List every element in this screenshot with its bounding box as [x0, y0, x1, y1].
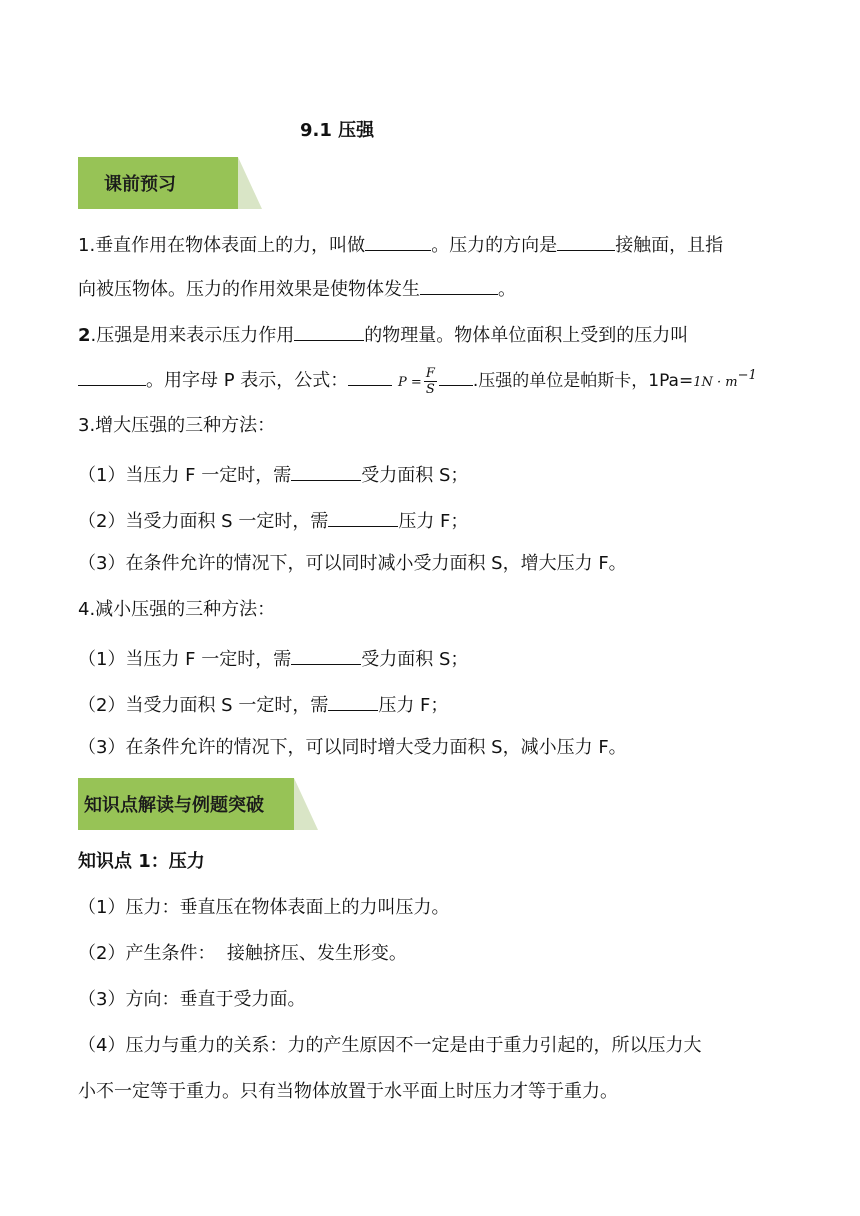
q2-text-d: .压强的单位是帕斯卡，1Pa= — [472, 371, 694, 391]
blank — [328, 506, 398, 527]
q1-text-b: 。压力的方向是 — [431, 235, 558, 256]
q4-item1 — [78, 644, 468, 672]
q2-text-c: 。用字母 P 表示，公式： — [146, 370, 349, 391]
blank — [439, 365, 473, 386]
q3-i1-text-b: 受力面积 S； — [361, 465, 469, 486]
q1-line1 — [78, 230, 723, 258]
blank — [291, 644, 361, 665]
banner-tail — [238, 157, 262, 209]
q1-text-a: 1.垂直作用在物体表面上的力，叫做 — [78, 235, 366, 256]
q1-line2 — [78, 274, 516, 302]
q4-i2-text-a: （2）当受力面积 S 一定时，需 — [78, 695, 329, 716]
kp1-p4b: 小不一定等于重力。只有当物体放置于水平面上时压力才等于重力。 — [78, 1081, 618, 1102]
q4-i2-text-b: 压力 F； — [378, 695, 449, 716]
q2-text-b: 的物理量。物体单位面积上受到的压力叫 — [364, 325, 689, 346]
q3-i1-text-a: （1）当压力 F 一定时，需 — [78, 465, 292, 486]
q4-head: 4.减小压强的三种方法： — [78, 599, 276, 620]
banner-tail — [294, 778, 318, 830]
q1-text-d: 向被压物体。压力的作用效果是使物体发生 — [78, 279, 420, 300]
q4-item3: （3）在条件允许的情况下，可以同时增大受力面积 S，减小压力 F。 — [78, 737, 627, 758]
page-title: 9.1 压强 — [300, 120, 375, 141]
q1-text-c: 接触面，且指 — [615, 235, 724, 256]
q3-i2-text-b: 压力 F； — [398, 511, 469, 532]
section-banner-preview — [78, 157, 238, 209]
pa-unit-exponent: −1 — [737, 368, 757, 383]
blank — [291, 460, 361, 481]
blank — [78, 365, 146, 386]
formula-numerator: F — [425, 365, 435, 381]
kp1-p4a: （4）压力与重力的关系：力的产生原因不一定是由于重力引起的，所以压力大 — [78, 1035, 702, 1056]
formula-denominator: S — [425, 381, 435, 397]
blank — [365, 230, 431, 251]
section-banner-knowledge — [78, 778, 294, 830]
q4-i1-text-a: （1）当压力 F 一定时，需 — [78, 649, 292, 670]
banner-knowledge-label: 知识点解读与例题突破 — [84, 795, 264, 816]
banner-preview-label: 课前预习 — [104, 174, 176, 195]
q1-text-e: 。 — [498, 279, 516, 300]
q2-line2 — [78, 364, 757, 397]
blank — [348, 365, 392, 386]
kp1-p3: （3）方向：垂直于受力面。 — [78, 989, 306, 1010]
q2-line1 — [78, 320, 688, 348]
q3-item2 — [78, 506, 468, 534]
formula-lhs: P = — [398, 375, 422, 390]
blank — [420, 274, 498, 295]
blank — [294, 320, 364, 341]
q4-i1-text-b: 受力面积 S； — [361, 649, 469, 670]
q3-item1 — [78, 460, 468, 488]
q3-head: 3.增大压强的三种方法： — [78, 415, 276, 436]
kp1-p2: （2）产生条件： 接触挤压、发生形变。 — [78, 943, 407, 964]
q2-text-a: .压强是用来表示压力作用 — [90, 325, 295, 346]
q4-item2 — [78, 690, 448, 718]
kp1-p1: （1）压力：垂直压在物体表面上的力叫压力。 — [78, 897, 450, 918]
q3-item3: （3）在条件允许的情况下，可以同时减小受力面积 S，增大压力 F。 — [78, 553, 627, 574]
q3-i2-text-a: （2）当受力面积 S 一定时，需 — [78, 511, 329, 532]
blank — [557, 230, 615, 251]
formula-fraction — [424, 366, 437, 397]
kp1-heading: 知识点 1：压力 — [78, 851, 205, 872]
pa-unit: 1N · m — [693, 375, 738, 390]
blank — [328, 690, 378, 711]
q2-number: 2 — [78, 325, 91, 346]
